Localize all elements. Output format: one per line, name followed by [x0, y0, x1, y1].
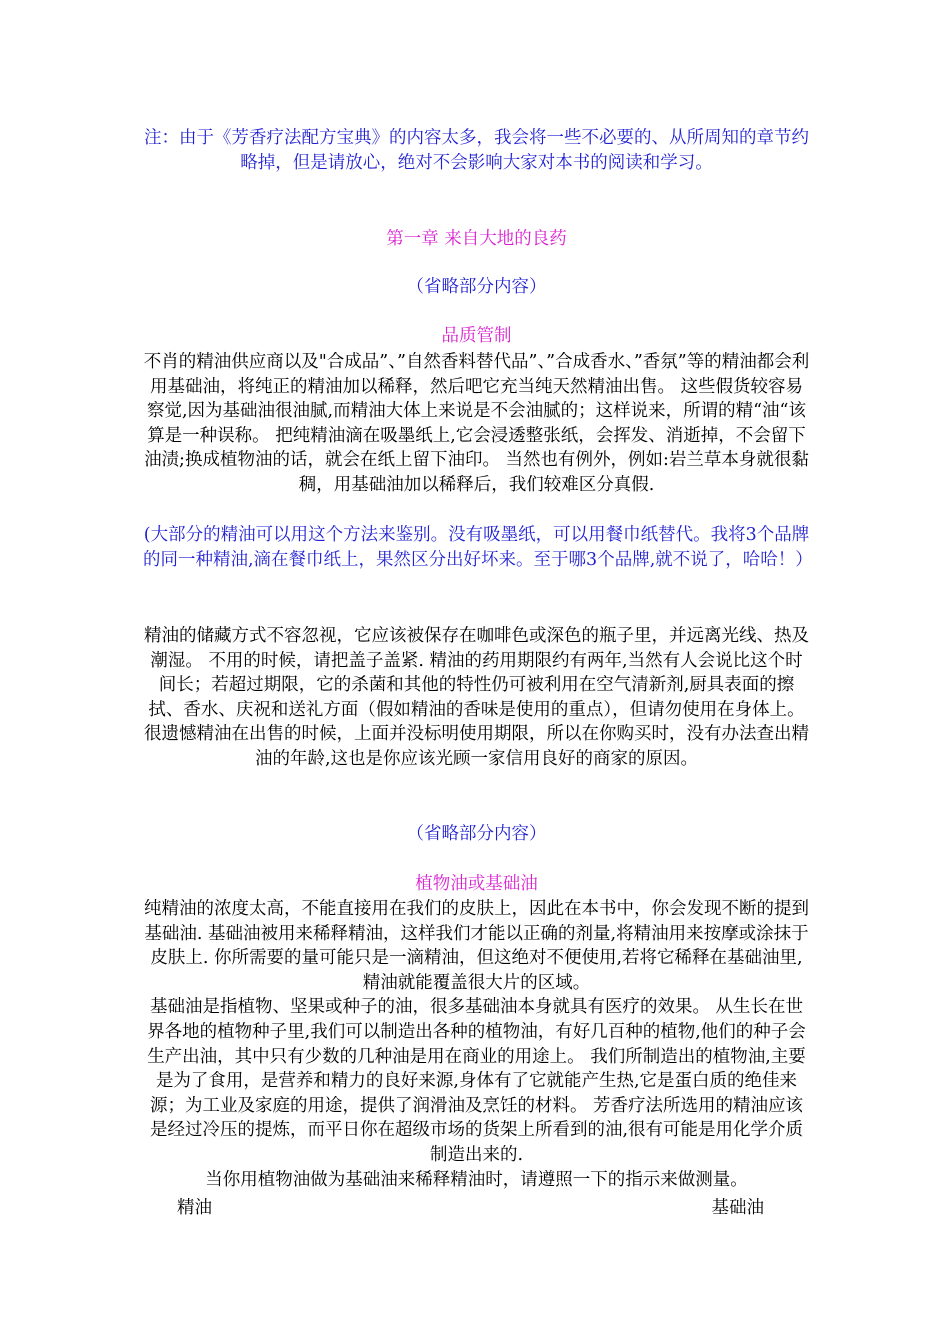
- vegetable-oil-body-2: 基础油是指植物、坚果或种子的油，很多基础油本身就具有医疗的效果。 从生长在世界各地的植物种子里,我们可以制造出各种的植物油，有好几百种的植物,他们的种子会生产出油，其中只有少数的几种油是用在商业的用途上。 我们所制造出的植物油,主要是为了食用，是营养和精力的良好来源,身体有了它就能产生热,它是蛋白质的绝佳来源；为工业及家庭的用途，提供了润滑油及烹饪的材料。 芳香疗法所选用的精油应该是经过冷压的提炼，而平日你在超级市场的货架上所看到的油,很有可能是用化学介质制造出来的.: [147, 997, 806, 1165]
- storage-text: 精油的储藏方式不容忽视，它应该被保存在咖啡色或深色的瓶子里，并远离光线、热及潮湿。 不用的时候，请把盖子盖紧. 精油的药用期限约有两年,当然有人会说比这个时间长；若超过期限，它的杀菌和其他的特性仍可被利用在空气清新剂,厨具表面的擦拭、香水、庆祝和送礼方面（假如精油的香味是使用的重点），但请勿使用在身体上。 很遗憾精油在出售的时候，上面并没标明使用期限，所以在你购买时，没有办法查出精油的年龄,这也是你应该光顾一家信用良好的商家的原因。: [144, 626, 809, 769]
- vegetable-oil-heading: 植物油或基础油: [415, 874, 538, 894]
- storage-block: [143, 624, 810, 772]
- chapter-title-block: [143, 227, 810, 251]
- column-carrier-oil: 基础油: [711, 1198, 764, 1218]
- measure-table-header: [143, 1196, 810, 1221]
- chapter-title: 第一章 来自大地的良药: [386, 229, 567, 249]
- quality-heading-block: [143, 324, 810, 348]
- omitted-text-1: （省略部分内容）: [406, 277, 547, 297]
- omitted-note-1: [143, 275, 810, 299]
- notice-text: 注：由于《芳香疗法配方宝典》的内容太多，我会将一些不必要的、从所周知的章节约略掉，但是请放心，绝对不会影响大家对本书的阅读和学习。: [144, 128, 809, 173]
- vegetable-oil-body-3: 当你用植物油做为基础油来稀释精油时，请遵照一下的指示来做测量。: [205, 1169, 748, 1190]
- omitted-note-2: [143, 822, 810, 846]
- quality-heading: 品质管制: [441, 326, 512, 346]
- vegetable-oil-heading-block: [143, 872, 810, 896]
- notice-block: [143, 126, 810, 175]
- omitted-text-2: （省略部分内容）: [406, 824, 547, 844]
- quality-note-block: [143, 523, 813, 572]
- quality-body-block: [143, 350, 810, 498]
- quality-note: (大部分的精油可以用这个方法来鉴别。没有吸墨纸，可以用餐巾纸替代。我将3个品牌的同一种精油,滴在餐巾纸上，果然区分出好坏来。至于哪3个品牌,就不说了，哈哈！）: [143, 525, 813, 570]
- quality-body: 不肖的精油供应商以及"合成品”、”自然香料替代品”、”合成香水、”香氛”等的精油都会利用基础油，将纯正的精油加以稀释，然后吧它充当纯天然精油出售。 这些假货较容易察觉,因为基础油很油腻,而精油大体上来说是不会油腻的；这样说来，所谓的精“油“该算是一种误称。 把纯精油滴在吸墨纸上,它会浸透整张纸，会挥发、消逝掉，不会留下油渍;换成植物油的话，就会在纸上留下油印。 当然也有例外，例如:岩兰草本身就很黏稠，用基础油加以稀释后，我们较难区分真假.: [143, 352, 810, 495]
- vegetable-oil-body-block: [143, 897, 810, 1192]
- vegetable-oil-body-1: 纯精油的浓度太高，不能直接用在我们的皮肤上，因此在本书中，你会发现不断的提到基础油. 基础油被用来稀释精油，这样我们才能以正确的剂量,将精油用来按摩或涂抹于皮肤上. 你所需要的量可能只是一滴精油，但这绝对不便使用,若将它稀释在基础油里,精油就能覆盖很大片的区域。: [144, 899, 809, 993]
- column-essential-oil: 精油: [177, 1198, 212, 1218]
